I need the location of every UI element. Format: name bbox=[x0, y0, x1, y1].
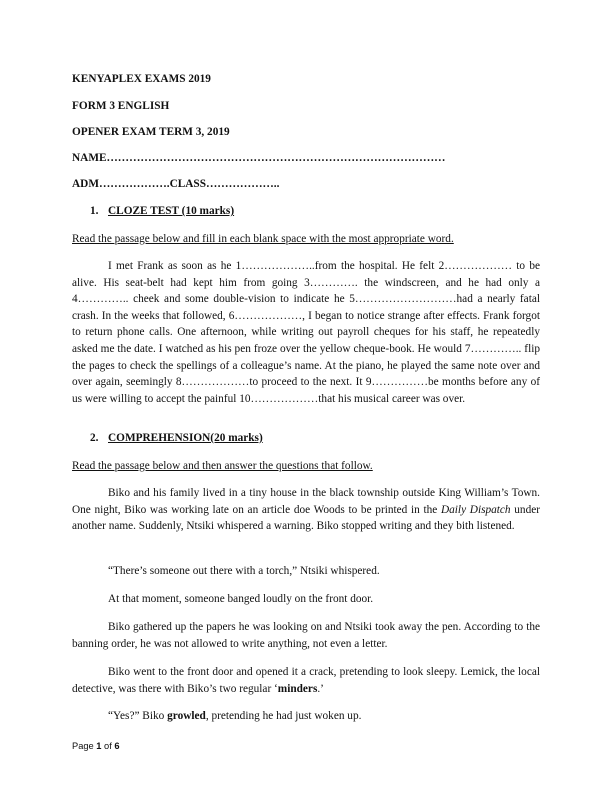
footer-text: of bbox=[101, 741, 115, 751]
paragraph-text: .’ bbox=[317, 682, 324, 695]
cloze-passage: I met Frank as soon as he 1………………..from the hospital. He felt 2……………… to be alive. His seat-belt had kept him from going 3…………. the windscreen, and he had only a 4………….. cheek and some double-vision to indicate he 5………………………had a nearly fatal crash. In the weeks that followed, 6………………, I began to notice strange after effects. Frank forgot to return phone calls. One afternoon, while writing out payroll cheques for his staff, he repeatedly asked me the date. I watched as his pen froze over the yellow cheque-book. He would 7………….. flip the pages to check the spellings of a colleague’s name. At the piano, he played the same note over and over again, seemingly 8………………to proceed to the next. It 9……………be months before any of us were willing to accept the painful 10………………that his musical career was over. bbox=[72, 260, 540, 405]
form-subject-heading: FORM 3 ENGLISH bbox=[72, 100, 170, 112]
footer-text: Page bbox=[72, 741, 97, 751]
comprehension-paragraph-1 bbox=[72, 485, 540, 535]
current-page-number: 1 bbox=[96, 741, 102, 751]
comprehension-quote-2: At that moment, someone banged loudly on the front door. bbox=[108, 593, 374, 605]
paragraph-text: Biko went to the front door and opened it a crack, pretending to look sleepy. Lemick, the local detective, was there with Biko’s two regular ‘ bbox=[72, 666, 540, 695]
comprehension-paragraph-4 bbox=[108, 708, 540, 725]
bold-word: minders bbox=[277, 682, 318, 695]
newspaper-title: Daily Dispatch bbox=[440, 503, 511, 516]
adm-class-field-line: ADM……………….CLASS……………….. bbox=[72, 178, 280, 190]
page-footer bbox=[72, 738, 120, 755]
section-1-title: CLOZE TEST (10 marks) bbox=[108, 205, 235, 217]
exam-provider-heading: KENYAPLEX EXAMS 2019 bbox=[72, 73, 211, 85]
total-pages-number: 6 bbox=[114, 741, 120, 751]
bold-word: growled bbox=[167, 710, 206, 722]
comprehension-paragraph-2: Biko gathered up the papers he was looking on and Ntsiki took away the pen. According to the banning order, he was not allowed to write anything, not even a letter. bbox=[72, 621, 540, 650]
comprehension-paragraph-3 bbox=[72, 664, 540, 697]
section-2-title: COMPREHENSION(20 marks) bbox=[108, 432, 263, 444]
section-1-number: 1. bbox=[90, 205, 99, 217]
paragraph-text: Biko and his family lived in a tiny house in the black township outside King William’s Town. One night, Biko was working late on an article doe Woods to be printed in the bbox=[72, 487, 540, 516]
exam-term-heading: OPENER EXAM TERM 3, 2019 bbox=[72, 126, 230, 138]
name-field-line: NAME……………………………………………………………………………… bbox=[72, 152, 446, 164]
section-1-heading bbox=[90, 203, 234, 220]
section-2-heading bbox=[90, 430, 263, 447]
section-2-instruction: Read the passage below and then answer the questions that follow. bbox=[72, 460, 373, 472]
paragraph-text: “Yes?” Biko bbox=[108, 710, 168, 722]
paragraph-text: under another name. Suddenly, Ntsiki whispered a warning. Biko stopped writing and they bith listened. bbox=[72, 503, 540, 533]
section-1-instruction: Read the passage below and fill in each blank space with the most appropriate word. bbox=[72, 233, 454, 245]
paragraph-text: , pretending he had just woken up. bbox=[205, 710, 362, 722]
section-2-number: 2. bbox=[90, 432, 99, 444]
comprehension-quote-1: “There’s someone out there with a torch,” Ntsiki whispered. bbox=[108, 565, 380, 577]
